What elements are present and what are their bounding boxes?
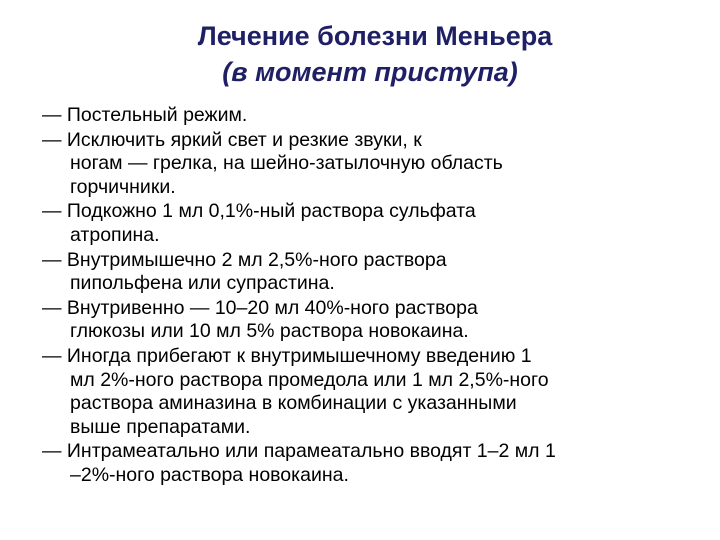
bullet-line: — Подкожно 1 мл 0,1%-ный раствора сульфата — [42, 200, 476, 223]
bullet-continuation-line: раствора аминазина в комбинации с указанными — [70, 392, 517, 415]
list-item — [42, 104, 710, 128]
bullet-line: — Исключить яркий свет и резкие звуки, к — [42, 128, 422, 151]
bullet-continuation-line: ногам — грелка, на шейно-затылочную область — [70, 152, 503, 175]
list-item — [42, 249, 710, 296]
list-item — [42, 297, 710, 344]
bullet-continuation-line: атропина. — [70, 223, 160, 246]
bullet-continuation-line: пипольфена или супрастина. — [70, 272, 335, 295]
bullet-continuation-line: горчичники. — [70, 175, 176, 198]
slide-title-block — [0, 18, 720, 90]
bullet-line: — Интрамеатально или парамеатально вводят 1–2 мл 1 — [42, 440, 556, 463]
slide-title: Лечение болезни Меньера — [197, 21, 553, 51]
list-item — [42, 200, 710, 247]
bullet-continuation-line: мл 2%-ного раствора промедола или 1 мл 2,5%-ного — [70, 368, 549, 391]
bullet-continuation-line: –2%-ного раствора новокаина. — [70, 463, 349, 486]
slide-subtitle: (в момент приступа) — [222, 57, 518, 87]
bullet-line: — Внутримышечно 2 мл 2,5%-ного раствора — [42, 248, 447, 271]
bullet-line: — Внутривенно — 10–20 мл 40%-ного раствора — [42, 296, 478, 319]
list-item — [42, 440, 710, 487]
bullet-continuation-line: выше препаратами. — [70, 415, 251, 438]
bullet-list — [42, 104, 710, 489]
list-item — [42, 345, 710, 439]
list-item — [42, 129, 710, 200]
bullet-line: — Иногда прибегают к внутримышечному введению 1 — [42, 344, 532, 367]
bullet-line: — Постельный режим. — [42, 104, 248, 126]
bullet-continuation-line: глюкозы или 10 мл 5% раствора новокаина. — [70, 320, 469, 343]
